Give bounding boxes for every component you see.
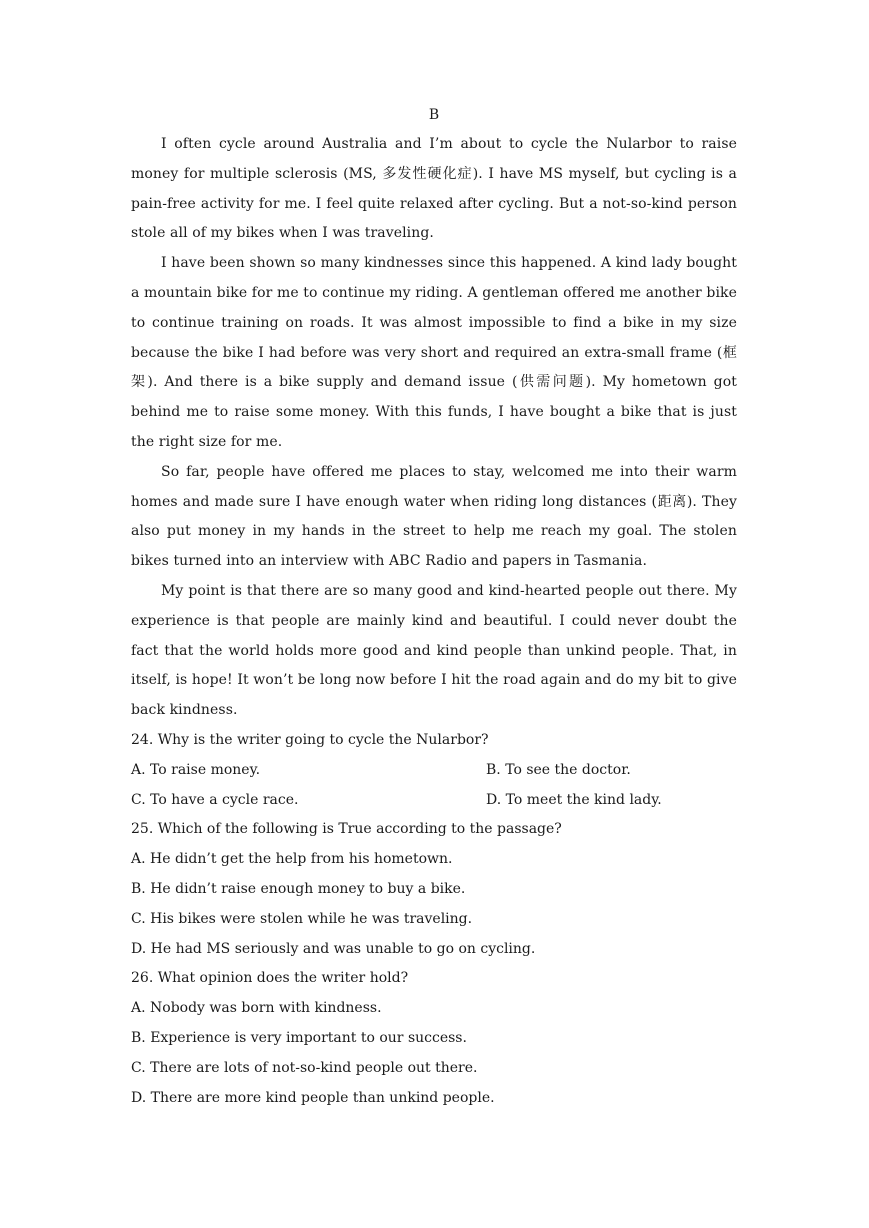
option-row <box>131 756 737 786</box>
option-c: C. There are lots of not-so-kind people out there. <box>131 1059 478 1076</box>
question-stem: 24. Why is the writer going to cycle the Nularbor? <box>131 731 489 748</box>
question-26 <box>131 964 737 1113</box>
question-stem: 26. What opinion does the writer hold? <box>131 970 409 987</box>
option-a: A. He didn’t get the help from his hometown. <box>131 851 453 868</box>
option-row <box>131 786 737 816</box>
option-b: B. To see the doctor. <box>486 761 631 778</box>
question-stem: 25. Which of the following is True according to the passage? <box>131 821 562 838</box>
passage-paragraph-4: My point is that there are so many good and kind-hearted people out there. My experience is that people are mainly kind and beautiful. I could never doubt the fact that the world holds more good and kind people than unkind people. That, in itself, is hope! It won’t be long now before I hit the road again and do my bit to give back kindness. <box>131 582 737 719</box>
option-a: A. Nobody was born with kindness. <box>131 1000 382 1017</box>
passage-paragraph-2: I have been shown so many kindnesses since this happened. A kind lady bought a mountain bike for me to continue my riding. A gentleman offered me another bike to continue training on roads. It was almost impossible to find a bike in my size because the bike I had before was very short and required an extra-small frame (框架). And there is a bike supply and demand issue (供需问题). My hometown got behind me to raise some money. With this funds, I have bought a bike that is just the right size for me. <box>131 255 737 450</box>
section-title: B <box>428 107 440 123</box>
option-d: D. To meet the kind lady. <box>486 791 662 808</box>
option-c: C. His bikes were stolen while he was traveling. <box>131 910 473 927</box>
option-a: A. To raise money. <box>131 761 261 778</box>
option-b: B. Experience is very important to our success. <box>131 1029 467 1046</box>
passage-paragraph-3: So far, people have offered me places to stay, welcomed me into their warm homes and made sure I have enough water when riding long distances (距离). They also put money in my hands in the street to help me reach my goal. The stolen bikes turned into an interview with ABC Radio and papers in Tasmania. <box>131 463 737 570</box>
passage-paragraph-1: I often cycle around Australia and I’m about to cycle the Nularbor to raise money for multiple sclerosis (MS, 多发性硬化症). I have MS myself, but cycling is a pain-free activity for me. I feel quite relaxed after cycling. But a not-so-kind person stole all of my bikes when I was traveling. <box>131 136 737 242</box>
question-25 <box>131 815 737 964</box>
option-d: D. He had MS seriously and was unable to go on cycling. <box>131 940 536 957</box>
option-b: B. He didn’t raise enough money to buy a bike. <box>131 880 466 897</box>
option-c: C. To have a cycle race. <box>131 791 299 808</box>
option-d: D. There are more kind people than unkind people. <box>131 1089 495 1106</box>
question-24 <box>131 726 737 815</box>
exam-page <box>131 100 737 1113</box>
